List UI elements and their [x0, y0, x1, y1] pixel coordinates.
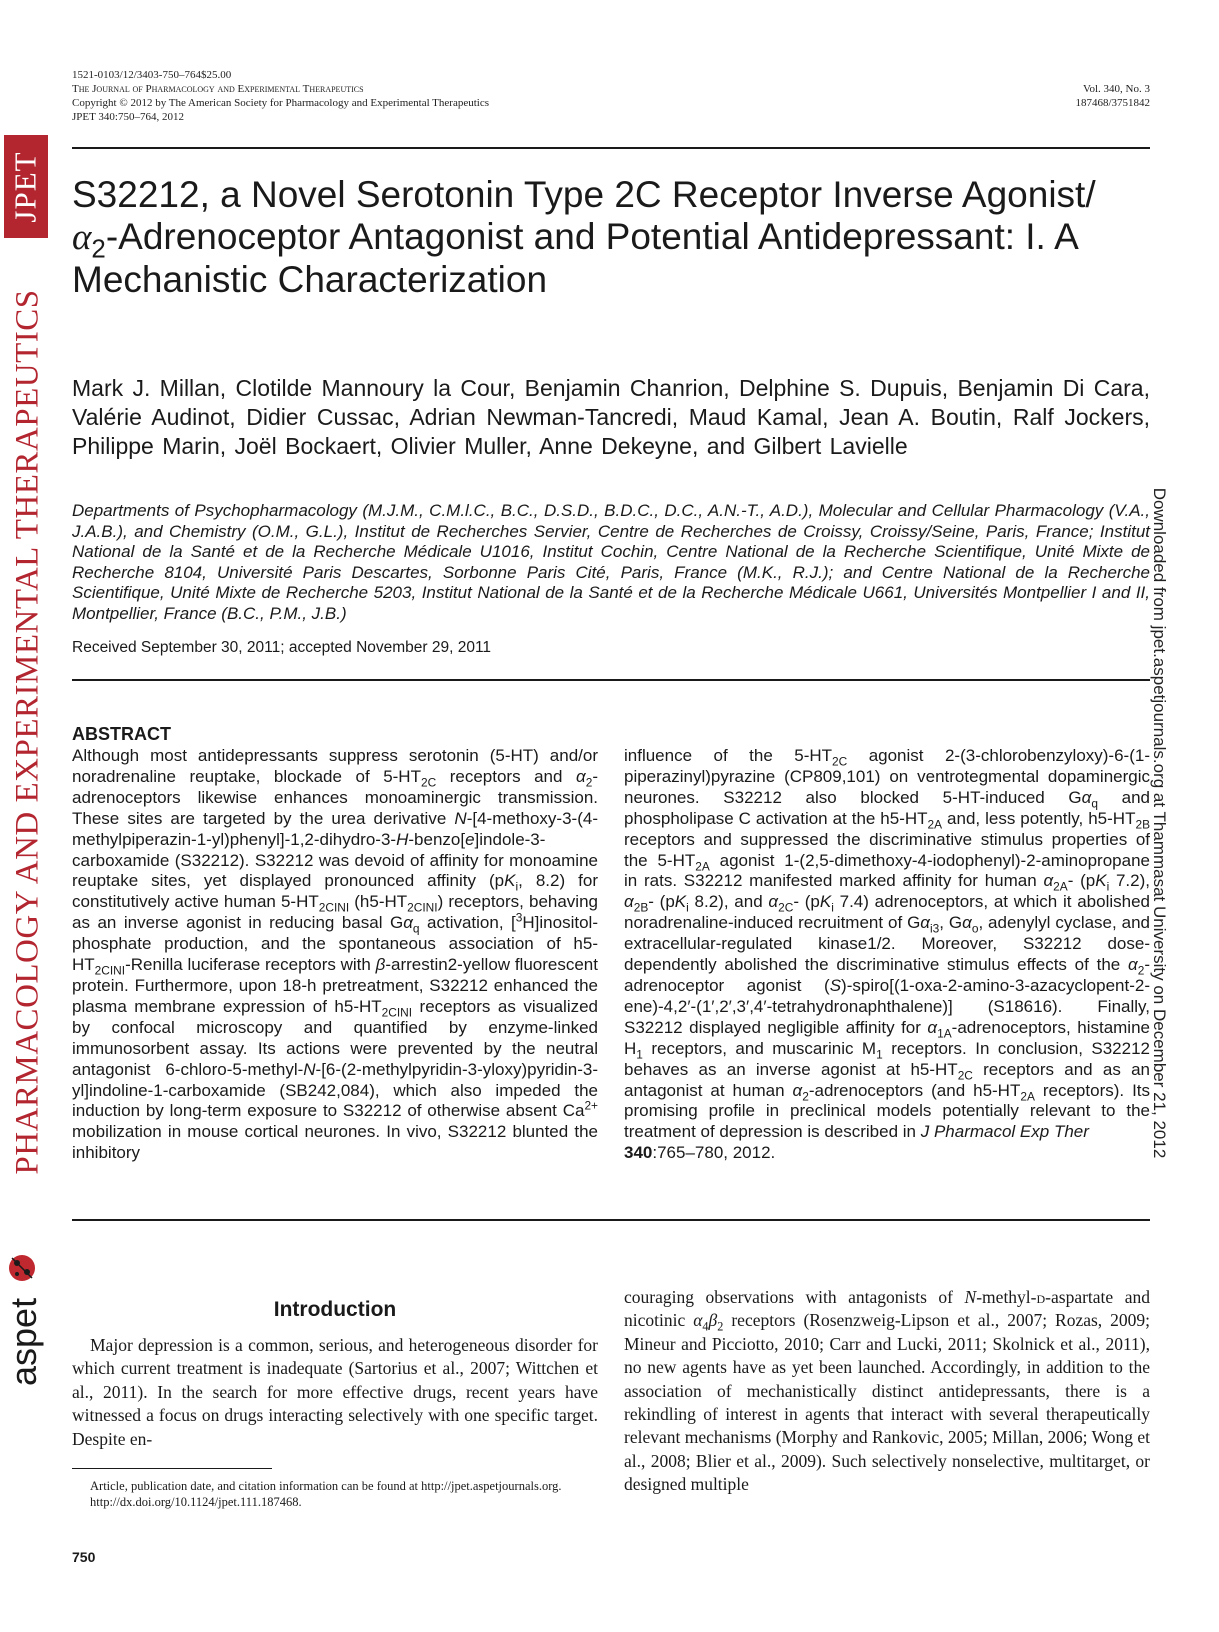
- received-dates: Received September 30, 2011; accepted November 29, 2011: [72, 639, 492, 656]
- abstract-bottom-rule: [72, 1219, 1150, 1221]
- aspet-logo: [0, 1250, 52, 1390]
- journal-header: [72, 68, 832, 124]
- abstract-top-rule: [72, 679, 1150, 681]
- footnote: [72, 1479, 598, 1510]
- author-list: Mark J. Millan, Clotilde Mannoury la Cour, Benjamin Chanrion, Delphine S. Dupuis, Benjamin Di Cara, Valérie Audinot, Didier Cussac, Adrian Newman-Tancredi, Maud Kamal, Jean A. Boutin, Ralf Jockers, Philippe Marin, Joël Bockaert, Olivier Muller, Anne Dekeyne, and Gilbert Lavielle: [72, 375, 1150, 459]
- citation-line: JPET 340:750–764, 2012: [72, 111, 184, 123]
- abstract-column-1: Although most antidepressants suppress serotonin (5-HT) and/or noradrenaline reuptake, blockade of $5-HT_{2C}$ receptors and $\alpha_2$-adrenoceptors likewise enhances monoaminergic transmission. These sites are targeted by the urea derivative N-[4-methoxy-3-(4-methylpiperazin-1-yl)phenyl]-1,2-dihydro-3-H-benzo[e]indole-3-carboxamide (S32212). S32212 was devoid of affinity for monoamine reuptake sites, yet displayed pronounced affinity ($pK_i$, 8.2) for constitutively active human $5-HT_{2CINI}$ $(h5-HT_{2CINI})$ receptors, behaving as an inverse agonist in reducing basal $G\alpha_q$ activation, [$^3$H]inositol-phosphate production, and the spontaneous association of $h5-HT_{2CINI}$-Renilla luciferase receptors with β-arrestin2-yellow fluorescent protein. Furthermore, upon 18-h pretreatment, S32212 enhanced the plasma membrane expression of $h5-HT_{2CINI}$ receptors as visualized by confocal microscopy and quantified by enzyme-linked immunosorbent assay. Its actions were prevented by the neutral antagonist 6-chloro-5-methyl-N-[6-(2-methylpyridin-3-yloxy)pyridin-3-yl]indoline-1-carboxamide (SB242,084), which also impeded the induction by long-term exposure to S32212 of otherwise absent $Ca^{2+}$ mobilization in mouse cortical neurones. In vivo, S32212 blunted the inhibitory: [72, 746, 599, 1163]
- aspet-logo-graphic: [0, 1250, 52, 1390]
- affiliations: Departments of Psychopharmacology (M.J.M., C.M.l.C., B.C., D.S.D., B.D.C., D.C., A.N.-T., A.D.), Molecular and Cellular Pharmacology (V.A., J.A.B.), and Chemistry (O.M., G.L.), Institut de Recherches Servier, Centre de Recherches de Croissy, Croissy/Seine, Paris, France; Institut National de la Santé et de la Recherche Médicale U1016, Institut Cochin, Centre National de la Recherche Scientifique, Unité Mixte de Recherche 8104, Université Paris Descartes, Sorbonne Paris Cité, Paris, France (M.K., R.J.); and Centre National de la Recherche Scientifique, Unité Mixte de Recherche 5203, Institut National de la Santé et de la Recherche Médicale U661, Universités Montpellier I and II, Montpellier, France (B.C., P.M., J.B.): [72, 501, 1150, 623]
- introduction-column-1: Major depression is a common, serious, and heterogeneous disorder for which current treatment is inadequate (Sartorius et al., 2007; Wittchen et al., 2011). In the search for more effective drugs, recent years have witnessed a focus on drugs interacting selectively with one specific target. Despite en-: [72, 1335, 598, 1449]
- issn-line: 1521-0103/12/3403-750–764$25.00: [72, 69, 232, 81]
- journal-line: The Journal of Pharmacology and Experimental Therapeutics: [72, 83, 364, 95]
- article-title: S32212, a Novel Serotonin Type 2C Receptor Inverse Agonist/ $\alpha_2$-Adrenoceptor Antagonist and Potential Antidepressant: I. A Mechanistic Characterization: [72, 174, 1096, 300]
- header-rule: [72, 147, 1150, 149]
- introduction-column-2: couraging observations with antagonists of N-methyl-d-aspartate and nicotinic $\alpha_4\beta_2$ receptors (Rosenzweig-Lipson et al., 2007; Rozas, 2009; Mineur and Picciotto, 2010; Carr and Lucki, 2011; Skolnick et al., 2011), no new agents have as yet been launched. Accordingly, in addition to the association of mechanistically distinct antidepressants, there is a rekindling of interest in agents that interact with several therapeutically relevant mechanisms (Morphy and Rankovic, 2005; Millan, 2006; Wong et al., 2008; Blier et al., 2009). Such selectively nonselective, multitarget, or designed multiple: [624, 1287, 1151, 1495]
- page-number: 750: [72, 1549, 96, 1565]
- jpet-label: JPET: [8, 150, 43, 223]
- footnote-line-1: Article, publication date, and citation information can be found at http://jpet.aspetjournals.org.: [90, 1479, 562, 1493]
- volume-info: [950, 82, 1150, 110]
- abstract-column-2: influence of the $5-HT_{2C}$ agonist 2-(3-chlorobenzyloxy)-6-(1-piperazinyl)pyrazine (CP809,101) on ventrotegmental dopaminergic neurones. S32212 also blocked 5-HT-induced $G\alpha_q$ and phospholipase C activation at the $h5-HT_{2A}$ and, less potently, $h5-HT_{2B}$ receptors and suppressed the discriminative stimulus properties of the $5-HT_{2A}$ agonist 1-(2,5-dimethoxy-4-iodophenyl)-2-aminopropane in rats. S32212 manifested marked affinity for human $\alpha_{2A}-$ ($pK_i$ 7.2), $\alpha_{2B}-$ ($pK_i$ 8.2), and $\alpha_{2C}-$ ($pK_i$ 7.4) adrenoceptors, at which it abolished noradrenaline-induced recruitment of $G\alpha_{i3}$, $G\alpha_o$, adenylyl cyclase, and extracellular-regulated kinase1/2. Moreover, S32212 dose-dependently abolished the discriminative stimulus effects of the $\alpha_2$-adrenoceptor agonist (S)-spiro[(1-oxa-2-amino-3-azacyclopent-2-ene)-4,2′-(1′,2′,3′,4′-tetrahydronaphthalene)] (S18616). Finally, S32212 displayed negligible affinity for $\alpha_{1A}$-adrenoceptors, histamine $H_1$ receptors, and muscarinic $M_1$ receptors. In conclusion, S32212 behaves as an inverse agonist at $h5-HT_{2C}$ receptors and as an antagonist at human $\alpha_2$-adrenoceptors (and $h5-HT_{2A}$ receptors). Its promising profile in preclinical models potentially relevant to the treatment of depression is described in J Pharmacol Exp Ther 340:765–780, 2012.: [624, 746, 1151, 1163]
- copyright-line: Copyright © 2012 by The American Society for Pharmacology and Experimental Therapeutics: [72, 97, 489, 109]
- article-id-line: 187468/3751842: [1075, 97, 1150, 109]
- download-notice: Downloaded from jpet.aspetjournals.org at Thammasat University on December 21, 2012: [1150, 487, 1169, 1159]
- introduction-heading: Introduction: [273, 1298, 397, 1321]
- aspet-logo-text: aspet: [3, 1297, 44, 1386]
- volume-line: Vol. 340, No. 3: [1082, 83, 1150, 95]
- journal-name-vertical: PHARMACOLOGY AND EXPERIMENTAL THERAPEUTICS: [9, 289, 46, 1175]
- abstract-heading: ABSTRACT: [72, 724, 171, 744]
- footnote-rule: [72, 1468, 272, 1469]
- footnote-doi[interactable]: http://dx.doi.org/10.1124/jpet.111.187468.: [90, 1494, 302, 1509]
